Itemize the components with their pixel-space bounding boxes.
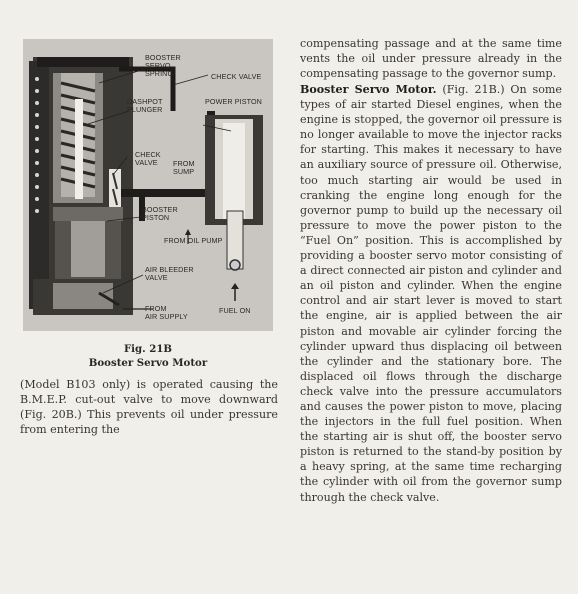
label-air-bleeder-valve: AIR BLEEDER VALVE xyxy=(145,265,194,282)
label-booster-servo-spring: BOOSTER SERVO SPRING xyxy=(145,53,181,78)
figure-caption-number: Fig. 21B xyxy=(123,343,173,355)
label-fuel-on: FUEL ON xyxy=(219,306,251,315)
booster-servo-motor-diagram xyxy=(23,39,273,331)
section-heading-booster-servo-motor: Booster Servo Motor. xyxy=(300,83,437,96)
label-from-sump: FROM SUMP xyxy=(173,159,195,176)
label-from-air-supply: FROM AIR SUPPLY xyxy=(145,304,188,321)
label-check-valve-top: CHECK VALVE xyxy=(211,72,262,81)
left-column-paragraph: (Model B103 only) is operated causing the B.M.E.P. cut-out valve to move downward (Fig. 20B.) This prevents oil under pressure from entering the xyxy=(20,378,278,437)
label-booster-piston: BOOSTER PISTON xyxy=(142,205,178,222)
label-power-piston: POWER PISTON xyxy=(205,97,262,106)
section-body: (Fig. 21B.) On some types of air started Diesel engines, when the engine is stopped, the governor oil pressure is no longer available to move the injector racks for starting. This makes it necessary to have an auxiliary source of pressure oil. Otherwise, too much starting air would be used in cranking the engine long enough for the governor pump to build up the necessary oil pressure to move the power piston to the “Fuel On” position. This is accomplished by providing a booster servo motor consisting of a direct connected air piston and cylinder and an oil piston and cylinder. When the engine control and air start lever is moved to start the engine, air is applied between the air piston and movable air cylinder forcing the cylinder upward thus displacing oil between the cylinder and the stationary bore. The displaced oil flows through the discharge check valve into the pressure accumulators and causes the power piston to move, placing the injectors in the full fuel position. When the starting air is shut off, the booster servo piston is returned to the stand-by position by a heavy spring, at the same time recharging the cylinder with oil from the governor sump through the check valve. xyxy=(300,83,562,504)
figure-booster-servo-motor xyxy=(23,39,273,331)
figure-caption-title: Booster Servo Motor xyxy=(88,357,208,369)
right-column-intro: compensating passage and at the same time vents the oil under pressure already in the compensating passage to the governor sump. xyxy=(300,37,562,81)
label-from-oil-pump: FROM OIL PUMP xyxy=(164,236,223,245)
label-dashpot-plunger: DASHPOT PLUNGER xyxy=(127,97,163,114)
label-check-valve-mid: CHECK VALVE xyxy=(135,150,161,167)
right-column-section xyxy=(300,82,562,505)
